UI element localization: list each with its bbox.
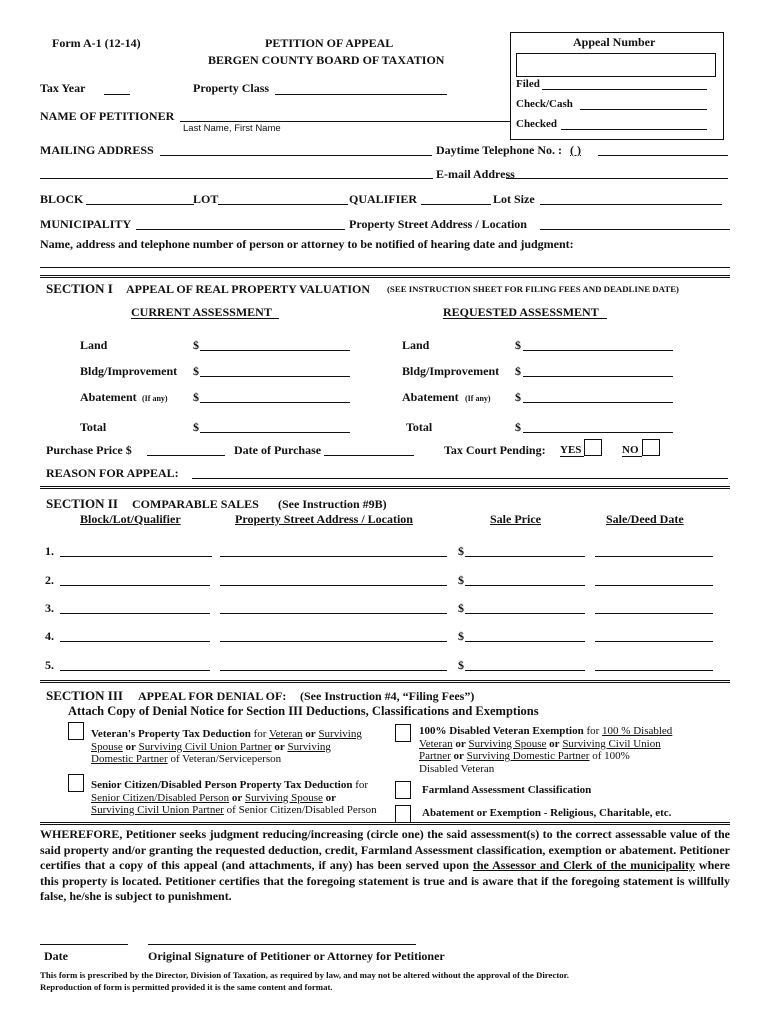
comp-price-field[interactable] — [465, 613, 585, 614]
notify-label: Name, address and telephone number of person or attorney to be notified of hearing date and judgment: — [40, 237, 574, 251]
email-field[interactable] — [506, 178, 728, 179]
tax-court-no-checkbox[interactable] — [642, 439, 660, 456]
comp-block-field[interactable] — [60, 585, 210, 586]
tax-court-pending-label: Tax Court Pending: — [444, 443, 546, 457]
comp-block-field[interactable] — [60, 641, 210, 642]
wherefore-statement: WHEREFORE, Petitioner seeks judgment reducing/increasing (circle one) the said assessment(s) to the correct assessable value of the said property and/or granting the requested deduction, credit, Farmland Assessment classification, exemption or abatement. Petitioner certifies that a copy of this appeal (and attachments, if any) has been served upon the Assessor and Clerk of the municipality where this property is located. Petitioner certifies that the foregoing statement is true and is aware that if the foregoing statement is willfully false, he/she is subject to punishment. — [40, 827, 731, 903]
requested-assessment-title: REQUESTED ASSESSMENT — [443, 305, 599, 319]
current-assessment-title: CURRENT ASSESSMENT — [131, 305, 272, 319]
checked-label: Checked — [516, 118, 557, 130]
current-land-dollar: $ — [193, 338, 199, 352]
comp-date-field[interactable] — [595, 670, 713, 671]
current-land-label: Land — [80, 338, 108, 352]
requested-bldg-field[interactable] — [523, 376, 673, 377]
petitioner-name-field[interactable] — [180, 121, 510, 122]
current-bldg-label: Bldg/Improvement — [80, 364, 178, 378]
abatement-exemption-checkbox[interactable] — [395, 805, 411, 823]
purchase-price-field[interactable] — [147, 455, 225, 456]
reason-label: REASON FOR APPEAL: — [46, 466, 179, 480]
petitioner-name-hint: Last Name, First Name — [183, 123, 281, 134]
yes-underline — [560, 456, 584, 457]
comp-dollar: $ — [458, 658, 464, 672]
current-bldg-field[interactable] — [200, 376, 350, 377]
requested-abatement-field[interactable] — [523, 402, 673, 403]
current-total-field[interactable] — [200, 432, 350, 433]
requested-total-field[interactable] — [523, 432, 673, 433]
office-use-box — [510, 32, 724, 140]
phone-label: Daytime Telephone No. : — [436, 143, 562, 157]
requested-bldg-label: Bldg/Improvement — [402, 364, 500, 378]
senior-deduction-checkbox[interactable] — [68, 774, 84, 792]
checked-field[interactable] — [561, 129, 707, 130]
section2-title: COMPARABLE SALES — [132, 497, 259, 511]
form-subtitle: BERGEN COUNTY BOARD OF TAXATION — [208, 53, 445, 67]
filed-label: Filed — [516, 78, 540, 90]
no-underline — [622, 456, 642, 457]
current-land-field[interactable] — [200, 350, 350, 351]
municipality-label: MUNICIPALITY — [40, 217, 132, 231]
col-address-header: Property Street Address / Location — [235, 512, 413, 526]
lot-field[interactable] — [218, 204, 348, 205]
section-divider — [40, 680, 730, 683]
section3-heading: SECTION III — [46, 688, 123, 703]
petitioner-name-label: NAME OF PETITIONER — [40, 109, 175, 123]
section-divider — [40, 486, 730, 489]
comp-block-field[interactable] — [60, 613, 210, 614]
requested-total-dollar: $ — [515, 420, 521, 434]
current-title-underline — [131, 318, 279, 319]
filed-field[interactable] — [542, 89, 707, 90]
lot-size-label: Lot Size — [493, 192, 535, 206]
notify-field[interactable] — [40, 267, 730, 268]
form-title: PETITION OF APPEAL — [265, 36, 394, 50]
section1-note: (SEE INSTRUCTION SHEET FOR FILING FEES AND DEADLINE DATE) — [387, 284, 679, 294]
footer-line1: This form is prescribed by the Director, Division of Taxation, as required by law, and may not be altered without the approval of the Director. — [40, 970, 569, 980]
tax-year-label: Tax Year — [40, 81, 86, 95]
section1-heading: SECTION I — [46, 281, 113, 296]
reason-field[interactable] — [192, 478, 728, 479]
email-label: E-mail Address — [436, 167, 515, 181]
requested-abatement-ifany: (If any) — [465, 394, 491, 403]
veteran-deduction-text: Veteran's Property Tax Deduction for Veteran or Surviving Spouse or Surviving Civil Union Partner or Surviving Domestic Partner of Veteran/Serviceperson — [91, 728, 362, 765]
comp-date-field[interactable] — [595, 613, 713, 614]
comp-date-field[interactable] — [595, 556, 713, 557]
street-address-field[interactable] — [540, 229, 730, 230]
comp-dollar: $ — [458, 573, 464, 587]
date-of-purchase-field[interactable] — [324, 455, 414, 456]
form-id: Form A-1 (12-14) — [52, 36, 141, 50]
disabled-veteran-text: 100% Disabled Veteran Exemption for 100 % Disabled Veteran or Surviving Spouse or Surviving Civil Union Partner or Surviving Domestic Partner of 100% Disabled Veteran — [419, 725, 673, 775]
requested-abatement-label: Abatement — [402, 390, 459, 404]
date-field[interactable] — [40, 944, 128, 945]
phone-field[interactable] — [598, 155, 728, 156]
comp-date-field[interactable] — [595, 585, 713, 586]
comp-price-field[interactable] — [465, 641, 585, 642]
comp-block-field[interactable] — [60, 670, 210, 671]
block-label: BLOCK — [40, 192, 84, 206]
current-total-dollar: $ — [193, 420, 199, 434]
senior-deduction-text: Senior Citizen/Disabled Person Property Tax Deduction for Senior Citizen/Disabled Person or Surviving Spouse or Surviving Civil Union Partner of Senior Citizen/Disabled Person — [91, 779, 377, 816]
comp-dollar: $ — [458, 629, 464, 643]
section-divider — [40, 275, 730, 278]
comp-row-number: 1. — [45, 544, 54, 558]
block-field[interactable] — [86, 204, 194, 205]
current-abatement-field[interactable] — [200, 402, 350, 403]
lot-label: LOT — [193, 192, 219, 206]
tax-year-field[interactable] — [104, 94, 130, 95]
appeal-number-label: Appeal Number — [573, 35, 656, 49]
comp-price-field[interactable] — [465, 556, 585, 557]
comp-dollar: $ — [458, 601, 464, 615]
section2-instruction: (See Instruction #9B) — [278, 497, 387, 511]
requested-land-dollar: $ — [515, 338, 521, 352]
mailing-address-field[interactable] — [160, 155, 432, 156]
comp-price-field[interactable] — [465, 670, 585, 671]
check-cash-label: Check/Cash — [516, 98, 573, 110]
abatement-exemption-label: Abatement or Exemption - Religious, Charitable, etc. — [422, 807, 672, 819]
section1-title: APPEAL OF REAL PROPERTY VALUATION — [126, 282, 371, 296]
comp-date-field[interactable] — [595, 641, 713, 642]
signature-label: Original Signature of Petitioner or Attorney for Petitioner — [148, 949, 445, 963]
municipality-field[interactable] — [136, 229, 345, 230]
farmland-checkbox[interactable] — [395, 781, 411, 799]
current-bldg-dollar: $ — [193, 364, 199, 378]
comp-price-field[interactable] — [465, 585, 585, 586]
signature-field[interactable] — [148, 944, 416, 945]
property-class-field[interactable] — [275, 94, 447, 95]
footer-line2: Reproduction of form is permitted provided it is the same content and format. — [40, 982, 333, 992]
purchase-price-label: Purchase Price $ — [46, 443, 132, 457]
section3-title: APPEAL FOR DENIAL OF: — [138, 689, 287, 703]
section3-attach-note: Attach Copy of Denial Notice for Section III Deductions, Classifications and Exemptions — [68, 704, 539, 718]
current-abatement-dollar: $ — [193, 390, 199, 404]
lot-size-field[interactable] — [540, 204, 722, 205]
comp-address-field[interactable] — [220, 613, 447, 614]
current-total-label: Total — [80, 420, 107, 434]
comp-address-field[interactable] — [220, 641, 447, 642]
tax-court-yes-label: YES — [560, 444, 582, 456]
tax-court-no-label: NO — [622, 444, 639, 456]
section2-heading: SECTION II — [46, 496, 118, 511]
mailing-address-line2[interactable] — [40, 178, 433, 179]
col-block-header: Block/Lot/Qualifier — [80, 512, 181, 526]
veteran-deduction-checkbox[interactable] — [68, 722, 84, 740]
comp-dollar: $ — [458, 544, 464, 558]
comp-address-field[interactable] — [220, 585, 447, 586]
section3-instruction: (See Instruction #4, “Filing Fees”) — [300, 689, 475, 703]
property-class-label: Property Class — [193, 81, 270, 95]
farmland-label: Farmland Assessment Classification — [422, 784, 592, 796]
comp-row-number: 5. — [45, 658, 54, 672]
qualifier-label: QUALIFIER — [349, 192, 418, 206]
comp-address-field[interactable] — [220, 556, 447, 557]
date-label: Date — [44, 949, 68, 963]
requested-title-underline — [443, 318, 607, 319]
requested-abatement-dollar: $ — [515, 390, 521, 404]
comp-row-number: 3. — [45, 601, 54, 615]
current-abatement-ifany: (If any) — [142, 394, 168, 403]
disabled-veteran-checkbox[interactable] — [395, 724, 411, 742]
date-of-purchase-label: Date of Purchase — [234, 443, 322, 457]
phone-paren: ( ) — [570, 143, 581, 157]
qualifier-field[interactable] — [421, 204, 491, 205]
comp-block-field[interactable] — [60, 556, 212, 557]
section-divider — [40, 822, 730, 825]
comp-address-field[interactable] — [220, 670, 447, 671]
comp-row-number: 4. — [45, 629, 54, 643]
mailing-address-label: MAILING ADDRESS — [40, 143, 154, 157]
requested-total-label: Total — [406, 420, 433, 434]
requested-land-field[interactable] — [523, 350, 673, 351]
appeal-number-field[interactable] — [516, 53, 716, 77]
current-abatement-label: Abatement — [80, 390, 137, 404]
requested-bldg-dollar: $ — [515, 364, 521, 378]
comp-row-number: 2. — [45, 573, 54, 587]
requested-land-label: Land — [402, 338, 430, 352]
check-cash-field[interactable] — [580, 109, 707, 110]
col-price-header: Sale Price — [490, 512, 541, 526]
tax-court-yes-checkbox[interactable] — [584, 439, 602, 456]
col-date-header: Sale/Deed Date — [606, 512, 684, 526]
street-address-label: Property Street Address / Location — [349, 217, 527, 231]
